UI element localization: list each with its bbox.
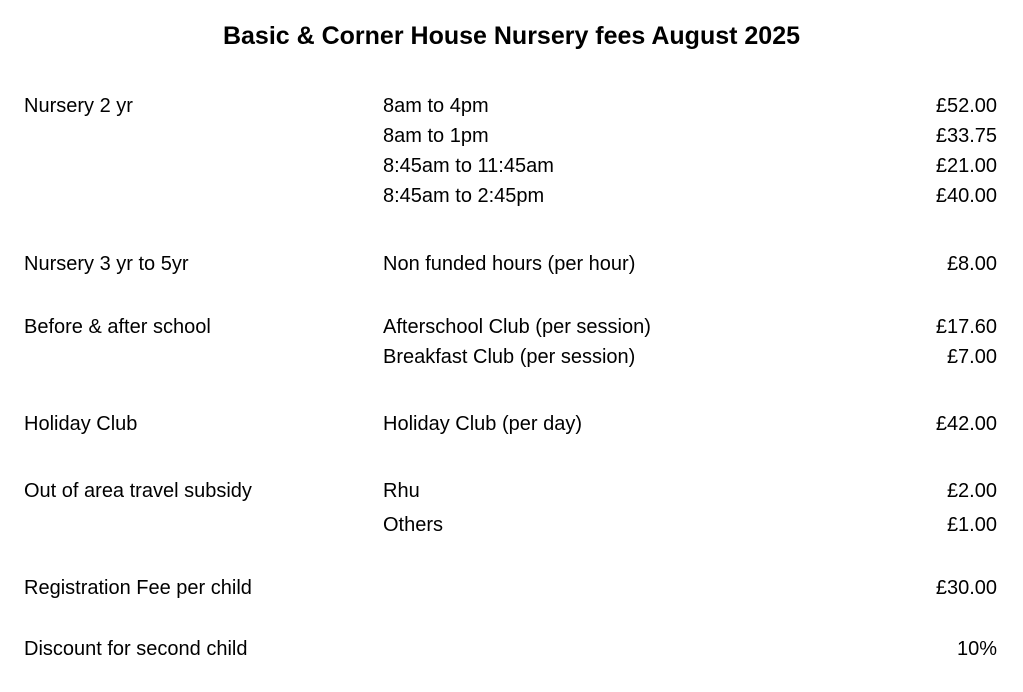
fee-category: Registration Fee per child <box>24 577 252 599</box>
fee-price: £52.00 <box>935 95 997 117</box>
fee-description: 8:45am to 2:45pm <box>383 185 545 207</box>
fee-price: 10% <box>956 638 997 660</box>
fee-price: £21.00 <box>935 155 997 177</box>
fee-description: Rhu <box>383 480 420 502</box>
fee-description: Breakfast Club (per session) <box>383 346 636 368</box>
fee-price: £17.60 <box>935 316 997 338</box>
fee-category: Nursery 2 yr <box>24 95 133 117</box>
fee-category: Holiday Club <box>24 413 138 435</box>
fee-category: Before & after school <box>24 316 211 338</box>
fee-price: £40.00 <box>935 185 997 207</box>
fee-price: £1.00 <box>946 514 997 536</box>
fee-description: Non funded hours (per hour) <box>383 253 636 275</box>
fee-description: 8:45am to 11:45am <box>383 155 554 177</box>
fee-price: £33.75 <box>935 125 997 147</box>
page-title: Basic & Corner House Nursery fees August 2025 <box>222 22 801 50</box>
fee-description: 8am to 1pm <box>383 125 489 147</box>
fee-price: £8.00 <box>946 253 997 275</box>
fee-category: Nursery 3 yr to 5yr <box>24 253 189 275</box>
fee-price: £7.00 <box>946 346 997 368</box>
fee-description: Holiday Club (per day) <box>383 413 582 435</box>
fee-description: 8am to 4pm <box>383 95 489 117</box>
fee-price: £2.00 <box>946 480 997 502</box>
fee-price: £42.00 <box>935 413 997 435</box>
fee-category: Discount for second child <box>24 638 248 660</box>
fee-category: Out of area travel subsidy <box>24 480 252 502</box>
fee-description: Others <box>383 514 444 536</box>
fee-description: Afterschool Club (per session) <box>383 316 651 338</box>
fee-price: £30.00 <box>935 577 997 599</box>
